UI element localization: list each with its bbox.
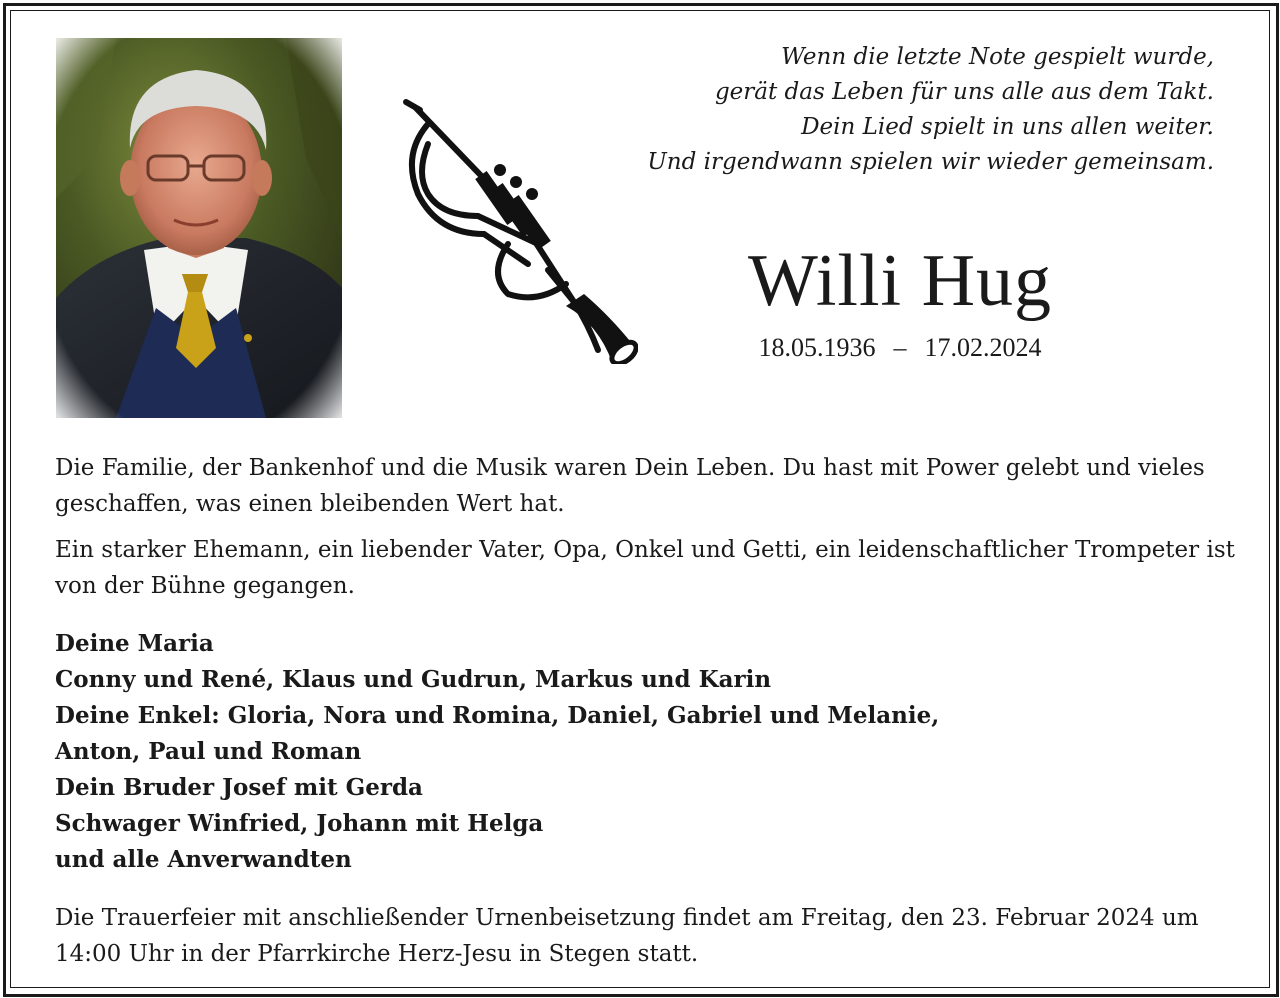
poem-line: Dein Lied spielt in uns allen weiter. xyxy=(801,114,1214,140)
date-separator: – xyxy=(893,333,907,362)
life-dates xyxy=(700,331,1100,365)
family-line: Conny und René, Klaus und Gudrun, Markus und Karin xyxy=(55,666,772,693)
tribute-paragraph: Die Familie, der Bankenhof und die Musik waren Dein Leben. Du hast mit Power gelebt und vieles geschaffen, was einen bleibenden Wert hat. xyxy=(55,455,1205,517)
poem xyxy=(614,40,1214,180)
trumpet-icon xyxy=(398,94,638,364)
portrait-photo xyxy=(56,38,342,418)
deceased-name: Willi Hug xyxy=(747,240,1053,322)
poem-line: Und irgendwann spielen wir wieder gemeinsam. xyxy=(647,149,1214,175)
poem-line: Wenn die letzte Note gespielt wurde, xyxy=(781,44,1214,70)
family-line: Dein Bruder Josef mit Gerda xyxy=(55,774,423,801)
family-line: und alle Anverwandten xyxy=(55,846,352,873)
family-line: Schwager Winfried, Johann mit Helga xyxy=(55,810,544,837)
family-line: Anton, Paul und Roman xyxy=(55,738,362,765)
family-list xyxy=(55,626,1235,878)
ceremony-notice: Die Trauerfeier mit anschließender Urnenbeisetzung findet am Freitag, den 23. Februar 2024 um 14:00 Uhr in der Pfarrkirche Herz-Jesu in Stegen statt. xyxy=(55,905,1199,967)
tribute-paragraph: Ein starker Ehemann, ein liebender Vater, Opa, Onkel und Getti, ein leidenschaftlicher Trompeter ist von der Bühne gegangen. xyxy=(55,537,1235,599)
poem-line: gerät das Leben für uns alle aus dem Takt. xyxy=(714,79,1214,105)
family-line: Deine Maria xyxy=(55,630,214,657)
death-date: 17.02.2024 xyxy=(924,333,1042,362)
family-line: Deine Enkel: Gloria, Nora und Romina, Daniel, Gabriel und Melanie, xyxy=(55,702,940,729)
birth-date: 18.05.1936 xyxy=(758,333,876,362)
tribute-text xyxy=(55,450,1235,614)
